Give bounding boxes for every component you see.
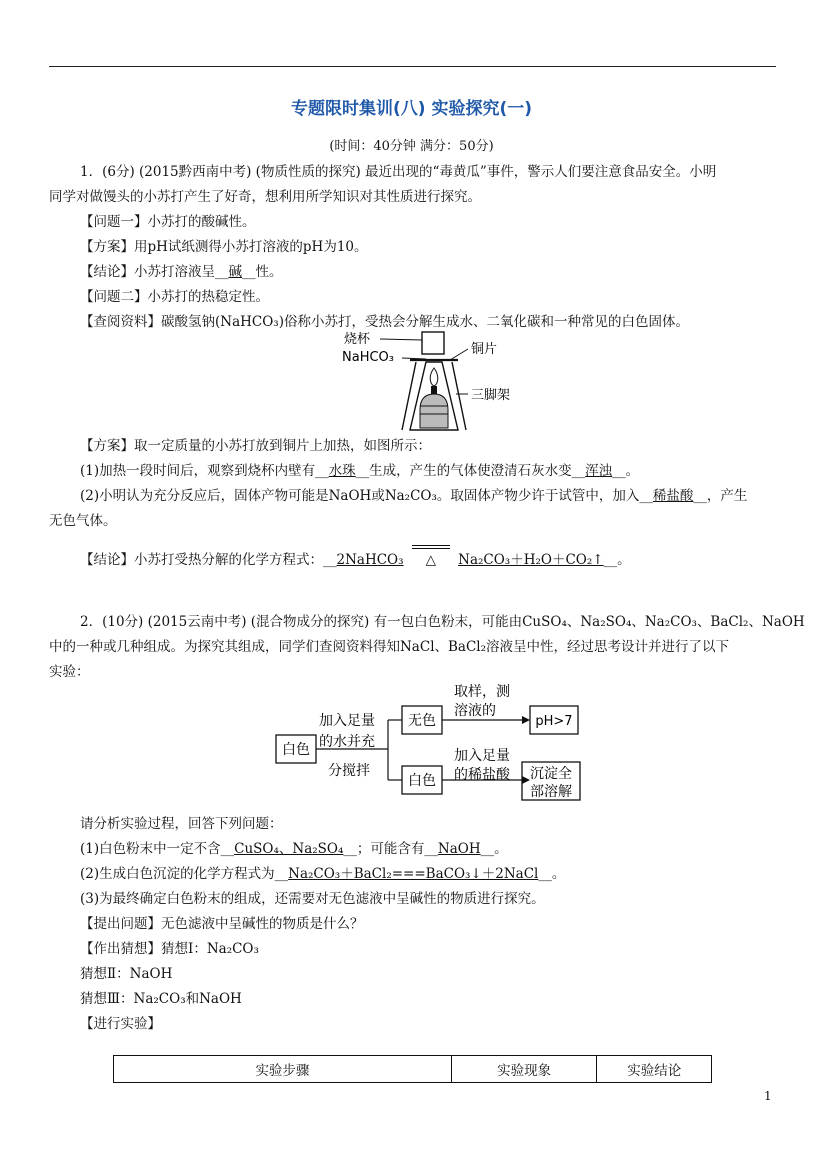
start-box-label: 白色	[282, 742, 310, 758]
q2-part-3: (3)为最终确定白色粉末的组成，还需要对无色滤液中呈碱性的物质进行探究。	[80, 891, 545, 907]
text: (1)加热一段时间后，观察到烧杯内壁有__	[80, 463, 329, 479]
top-step-line-2: 溶液的	[454, 703, 496, 719]
q1-conclusion-2	[80, 548, 631, 568]
answer: 2NaHCO₃	[336, 552, 404, 568]
q2-answer-1	[80, 837, 508, 857]
ph-result-label: pH>7	[535, 714, 573, 729]
q2-line-1: 2．(10分) (2015云南中考) (混合物成分的探究) 有一包白色粉末，可能由CuSO₄、Na₂SO₄、Na₂CO₃、BaCl₂、NaOH	[80, 614, 805, 630]
copper-label: 铜片	[471, 342, 498, 357]
bottom-step-line-2: 的稀盐酸	[454, 767, 510, 783]
table-header-phenomena: 实验现象	[452, 1056, 598, 1082]
q2-guess-1: 【作出猜想】猜想Ⅰ：Na₂CO₃	[80, 941, 259, 957]
beaker-shape	[422, 332, 444, 354]
leader-line	[402, 358, 426, 359]
beaker-label: 烧杯	[344, 332, 371, 347]
q1-conclusion-1	[80, 260, 283, 280]
header-rule	[49, 66, 776, 67]
double-line	[412, 548, 450, 549]
leader-line	[450, 349, 468, 360]
page-title: 专题限时集训(八) 实验探究(一)	[291, 99, 532, 119]
step1-line-1: 加入足量	[319, 713, 375, 729]
text: (2)小明认为充分反应后，固体产物可能是NaOH或Na₂CO₃。取固体产物少许于试管中，加入__	[80, 488, 653, 504]
text: __。	[480, 841, 508, 857]
table-header-steps: 实验步骤	[114, 1056, 452, 1082]
text: 【结论】小苏打溶液呈__	[80, 264, 229, 280]
q1-answer-2-cont: 无色气体。	[49, 513, 117, 529]
tripod-label: 三脚架	[471, 388, 511, 403]
arrow-head	[522, 716, 530, 724]
white-box-label: 白色	[408, 773, 436, 789]
top-step-line-1: 取样，测	[454, 684, 510, 700]
answer: 碱	[228, 264, 242, 280]
answer: Na₂CO₃＋BaCl₂===BaCO₃↓＋2NaCl	[288, 866, 539, 882]
text: __性。	[242, 264, 283, 280]
tripod-leg	[452, 362, 466, 430]
q1-reference: 【查阅资料】碳酸氢钠(NaHCO₃)俗称小苏打，受热会分解生成水、二氧化碳和一种常见的白色固体。	[80, 314, 689, 330]
q2-line-2: 中的一种或几种组成。为探究其组成，同学们查阅资料得知NaCl、BaCl₂溶液呈中性，经过思考设计并进行了以下	[49, 639, 730, 655]
arrow-head	[522, 776, 530, 784]
text: __。	[612, 463, 640, 479]
q1-answer-2	[80, 484, 747, 504]
text: __；可能含有__	[343, 841, 438, 857]
text: (2)生成白色沉淀的化学方程式为__	[80, 866, 289, 882]
q1-plan-1: 【方案】用pH试纸测得小苏打溶液的pH为10。	[80, 239, 368, 255]
heat-symbol: △	[425, 552, 437, 568]
answer: Na₂CO₃＋H₂O＋CO₂↑	[458, 552, 604, 568]
heating-apparatus-figure	[340, 330, 520, 434]
leader-line	[380, 339, 422, 340]
q2-line-3: 实验：	[49, 664, 90, 680]
table-header-conclusion: 实验结论	[627, 1063, 682, 1079]
text: __生成，产生的气体使澄清石灰水变__	[355, 463, 586, 479]
reaction-condition	[408, 552, 454, 568]
step1-line-3: 分搅拌	[328, 763, 370, 779]
answer: 浑浊	[585, 463, 613, 479]
answer: 水珠	[328, 463, 356, 479]
wick-holder	[431, 386, 437, 394]
q2-instruction: 请分析实验过程，回答下列问题：	[80, 816, 283, 832]
q1-plan-2: 【方案】取一定质量的小苏打放到铜片上加热，如图所示：	[80, 438, 431, 454]
answer: NaOH	[437, 841, 481, 857]
nahco3-label: NaHCO₃	[342, 350, 394, 365]
experiment-table-header	[113, 1055, 712, 1083]
page-number: 1	[764, 1089, 772, 1103]
q1-problem-1: 【问题一】小苏打的酸碱性。	[80, 214, 256, 230]
alcohol-lamp	[420, 394, 448, 428]
text: __，产生	[693, 488, 748, 504]
page-subtitle: (时间：40分钟 满分：50分)	[329, 139, 494, 154]
flame-shape	[430, 368, 438, 386]
step1-line-2: 的水并充	[319, 734, 375, 750]
q2-answer-2	[80, 862, 565, 882]
text: 【结论】小苏打受热分解的化学方程式：__	[80, 552, 337, 568]
tripod-leg	[402, 362, 416, 430]
q2-question: 【提出问题】无色滤液中呈碱性的物质是什么？	[80, 916, 364, 932]
q1-line-2: 同学对做馒头的小苏打产生了好奇，想利用所学知识对其性质进行探究。	[49, 189, 481, 205]
text: (1)白色粉末中一定不含__	[80, 841, 235, 857]
double-line	[412, 545, 450, 546]
colorless-box-label: 无色	[408, 713, 436, 729]
text: __。	[603, 552, 631, 568]
dissolve-result-line-2: 部溶解	[530, 784, 572, 800]
q1-line-1: 1．(6分) (2015黔西南中考) (物质性质的探究) 最近出现的“毒黄瓜”事件，警示人们要注意食品安全。小明	[80, 164, 717, 180]
q1-problem-2: 【问题二】小苏打的热稳定性。	[80, 289, 269, 305]
bottom-step-line-1: 加入足量	[454, 748, 510, 764]
text: __。	[538, 866, 566, 882]
q1-answer-1	[80, 459, 639, 479]
experiment-flow-diagram	[272, 680, 592, 804]
answer: CuSO₄、Na₂SO₄	[234, 841, 344, 857]
q2-experiment-heading: 【进行实验】	[80, 1016, 161, 1032]
dissolve-result-line-1: 沉淀全	[530, 766, 572, 782]
q2-guess-2: 猜想Ⅱ：NaOH	[80, 966, 173, 982]
q2-guess-3: 猜想Ⅲ：Na₂CO₃和NaOH	[80, 991, 242, 1007]
answer: 稀盐酸	[652, 488, 694, 504]
